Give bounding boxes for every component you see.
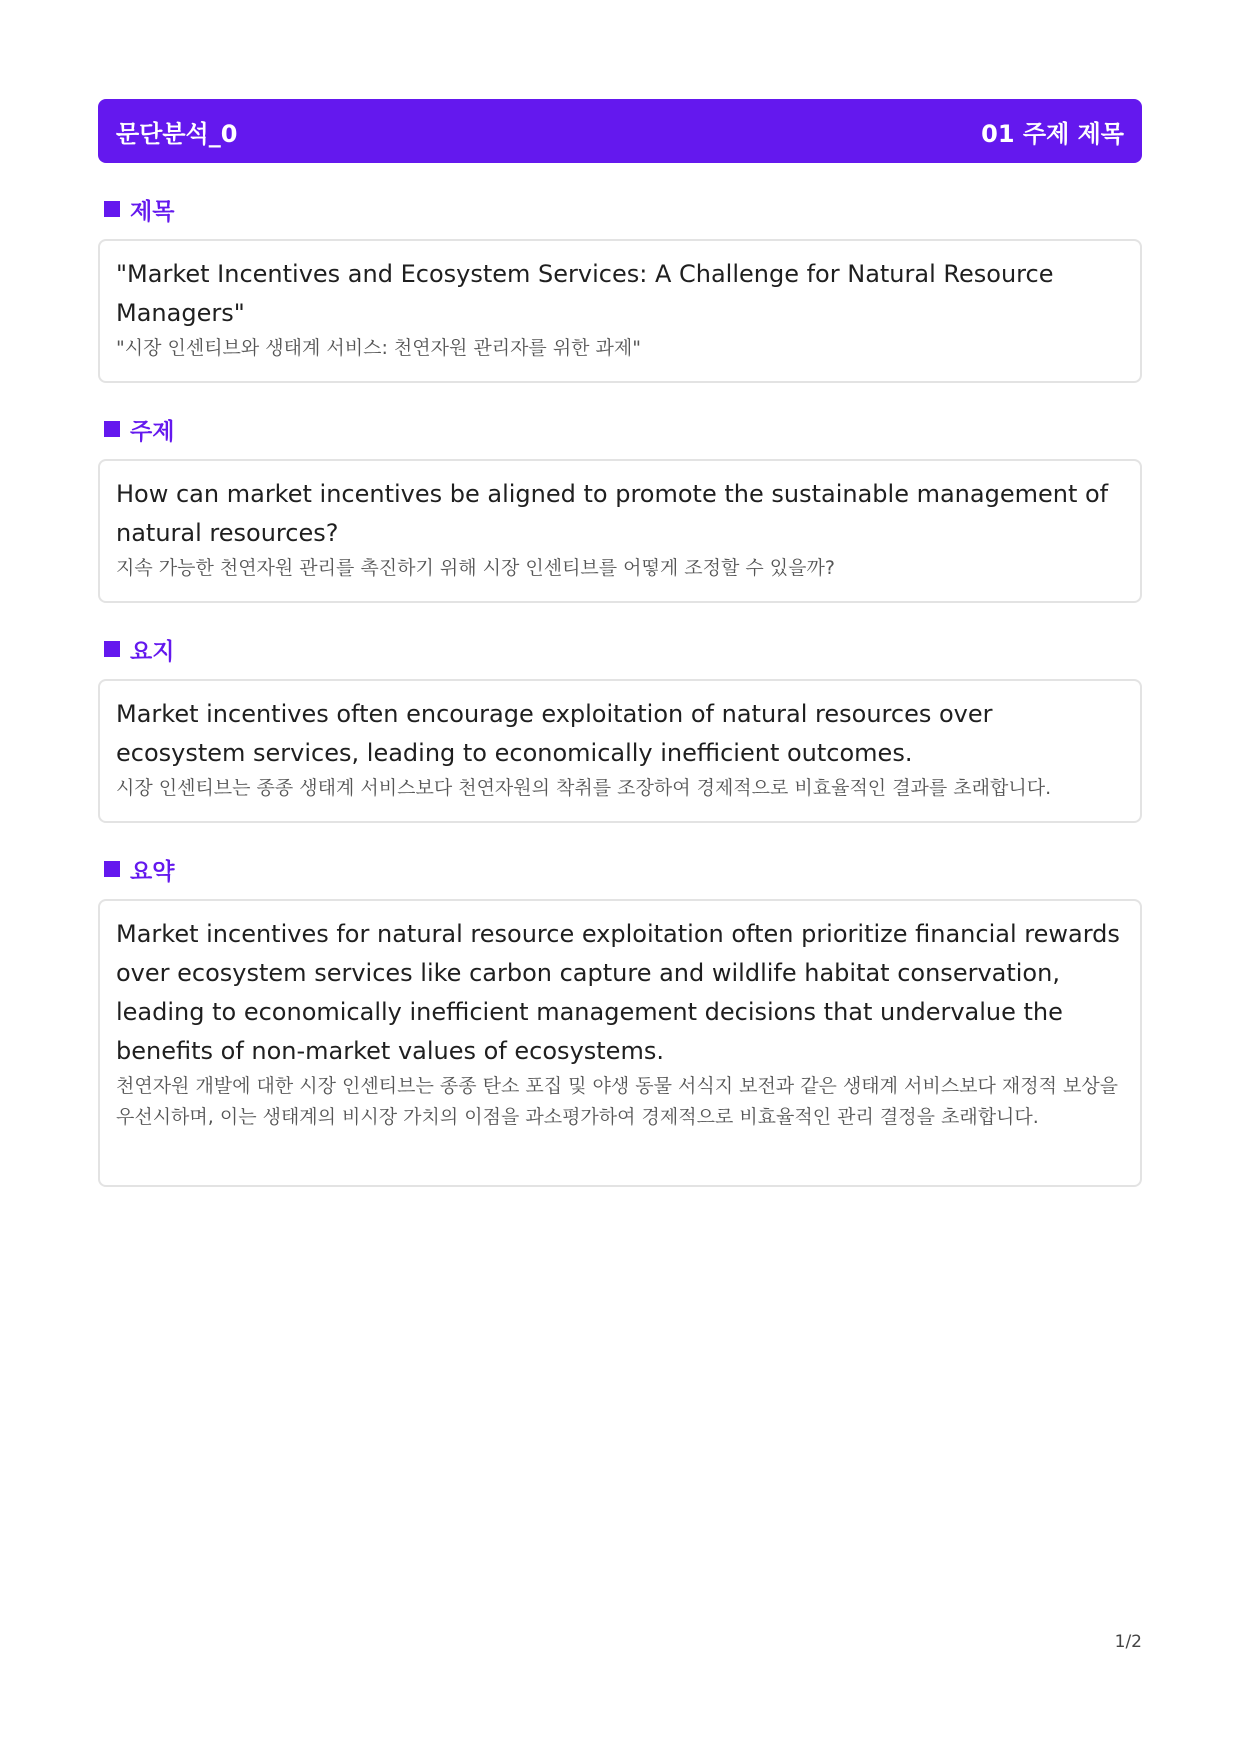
section-theme-heading	[98, 409, 1142, 449]
section-summary	[98, 849, 1142, 1187]
title-english-text: "Market Incentives and Ecosystem Services: A Challenge for Natural Resource Managers"	[116, 260, 1054, 327]
section-title-label: 제목	[130, 198, 175, 225]
section-theme-label: 주제	[130, 418, 175, 445]
section-title-heading	[98, 189, 1142, 229]
page-number: 1/2	[1114, 1632, 1142, 1652]
square-bullet-icon	[104, 641, 120, 657]
section-theme	[98, 409, 1142, 603]
square-bullet-icon	[104, 861, 120, 877]
title-korean-text: "시장 인센티브와 생태계 서비스: 천연자원 관리자를 위한 과제"	[116, 337, 642, 359]
section-gist	[98, 629, 1142, 823]
summary-korean-text: 천연자원 개발에 대한 시장 인센티브는 종종 탄소 포집 및 야생 동물 서식지 보전과 같은 생태계 서비스보다 재정적 보상을 우선시하며, 이는 생태계의 비시장 가치의 이점을 과소평가하여 경제적으로 비효율적인 관리 결정을 초래합니다.	[116, 1075, 1119, 1128]
header-right-title: 01 주제 제목	[981, 119, 1124, 148]
square-bullet-icon	[104, 421, 120, 437]
gist-korean-text: 시장 인센티브는 종종 생태계 서비스보다 천연자원의 착취를 조장하여 경제적으로 비효율적인 결과를 초래합니다.	[116, 777, 1052, 799]
section-gist-heading	[98, 629, 1142, 669]
section-summary-label: 요약	[130, 858, 175, 885]
gist-english-text: Market incentives often encourage exploitation of natural resources over ecosystem services, leading to economically inefficient outcomes.	[116, 700, 993, 767]
theme-english-text: How can market incentives be aligned to promote the sustainable management of natural resources?	[116, 480, 1109, 547]
theme-card	[98, 459, 1142, 603]
gist-card	[98, 679, 1142, 823]
header-left-title: 문단분석_0	[116, 119, 238, 148]
section-summary-heading	[98, 849, 1142, 889]
square-bullet-icon	[104, 201, 120, 217]
title-card	[98, 239, 1142, 383]
header-bar	[98, 99, 1142, 163]
theme-korean-text: 지속 가능한 천연자원 관리를 촉진하기 위해 시장 인센티브를 어떻게 조정할 수 있을까?	[116, 557, 835, 579]
summary-card	[98, 899, 1142, 1187]
section-title	[98, 189, 1142, 383]
document-page	[98, 99, 1142, 1187]
summary-english-text: Market incentives for natural resource exploitation often prioritize financial rewards over ecosystem services like carbon capture and wildlife habitat conservation, leading to economically inefficient management decisions that undervalue the benefits of non-market values of ecosystems.	[116, 920, 1120, 1065]
section-gist-label: 요지	[130, 638, 175, 665]
